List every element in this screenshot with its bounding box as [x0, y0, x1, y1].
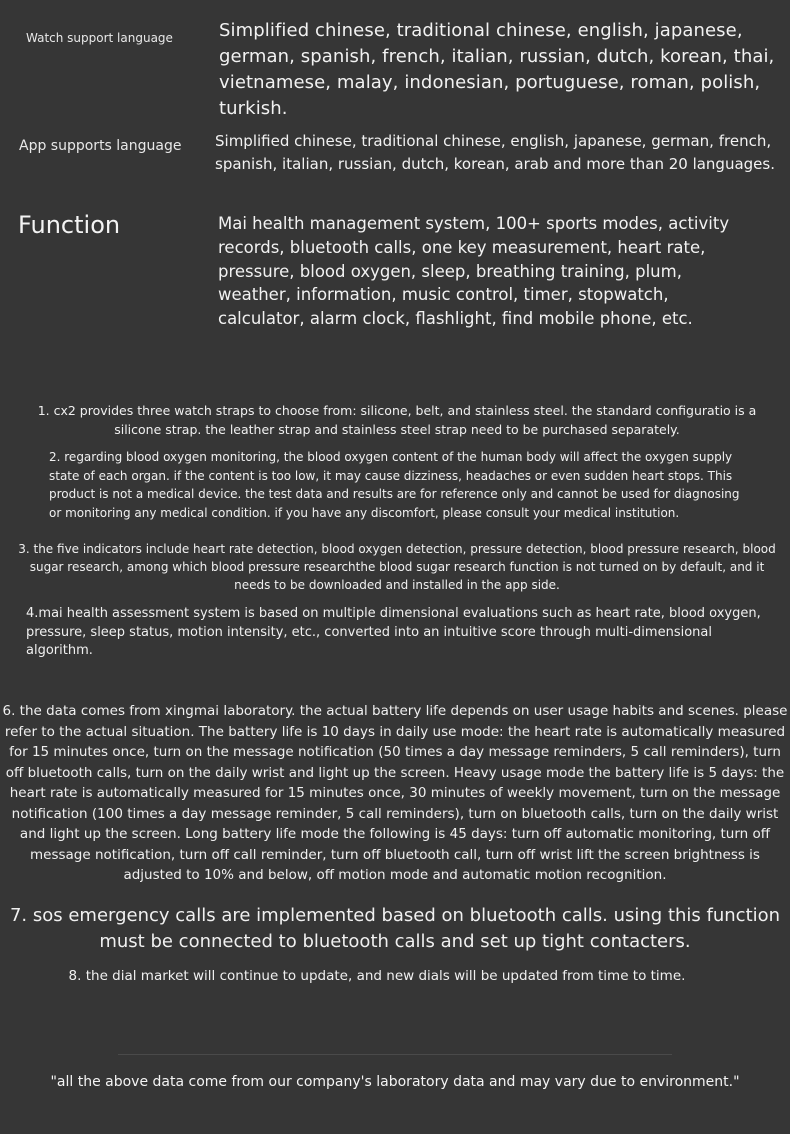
note-five-indicators: 3. the five indicators include heart rate detection, blood oxygen detection, pressure detection, blood pressure research, blood sugar research, among which blood pressure researchthe blood sugar research function is not turned on by default, and it needs to be downloaded and installed in the app side. [18, 542, 776, 592]
note-sos-calls: 7. sos emergency calls are implemented based on bluetooth calls. using this function must be connected to bluetooth calls and set up tight contacters. [9, 905, 781, 952]
divider [118, 1054, 672, 1055]
function-value: Mai health management system, 100+ sports modes, activity records, bluetooth calls, one key measurement, heart rate, pressure, blood oxygen, sleep, breathing training, plum, weather, information, music control, timer, stopwatch, calculator, alarm clock, flashlight, find mobile phone, etc. [218, 214, 730, 329]
note-blood-oxygen: 2. regarding blood oxygen monitoring, the blood oxygen content of the human body will affect the oxygen supply state of each organ. if the content is too low, it may cause dizziness, headaches or even sudden heart stops. This product is not a medical device. the test data and results are for reference only and cannot be used for diagnosing or monitoring any medical condition. if you have any discomfort, please consult your medical institution. [49, 450, 740, 520]
function-label: Function [18, 211, 121, 239]
app-language-label: App supports language [19, 138, 182, 154]
note-dial-market: 8. the dial market will continue to update, and new dials will be updated from time to time. [68, 968, 686, 984]
note-battery-life: 6. the data comes from xingmai laboratory. the actual battery life depends on user usage habits and scenes. please refer to the actual situation. The battery life is 10 days in daily use mode: the heart rate is automatically measured for 15 minutes once, turn on the message notification (50 times a day message reminders, 5 call reminders), turn off bluetooth calls, turn on the daily wrist and light up the screen. Heavy usage mode the battery life is 5 days: the heart rate is automatically measured for 15 minutes once, 30 minutes of weekly movement, turn on the message notification (100 times a day message reminder, 5 call reminders), turn on bluetooth calls, turn on the daily wrist and light up the screen. Long battery life mode the following is 45 days: turn off automatic monitoring, turn off message notification, turn off call reminder, turn off bluetooth call, turn off wrist lift the screen brightness is adjusted to 10% and below, off motion mode and automatic motion recognition. [2, 703, 788, 883]
watch-language-value: Simplified chinese, traditional chinese, english, japanese, german, spanish, french, italian, russian, dutch, korean, thai, vietnamese, malay, indonesian, portuguese, roman, polish, turkish. [219, 20, 775, 119]
note-watch-straps: 1. cx2 provides three watch straps to choose from: silicone, belt, and stainless steel. the standard configuratio is a silicone strap. the leather strap and stainless steel strap need to be purchased separately. [37, 403, 757, 437]
app-language-value: Simplified chinese, traditional chinese, english, japanese, german, french, spanish, italian, russian, dutch, korean, arab and more than 20 languages. [215, 132, 775, 173]
disclaimer: "all the above data come from our company's laboratory data and may vary due to environment." [50, 1074, 740, 1090]
note-health-assessment: 4.mai health assessment system is based on multiple dimensional evaluations such as heart rate, blood oxygen, pressure, sleep status, motion intensity, etc., converted into an intuitive score through multi-dimensional algorithm. [26, 606, 761, 658]
watch-language-label: Watch support language [26, 31, 173, 45]
